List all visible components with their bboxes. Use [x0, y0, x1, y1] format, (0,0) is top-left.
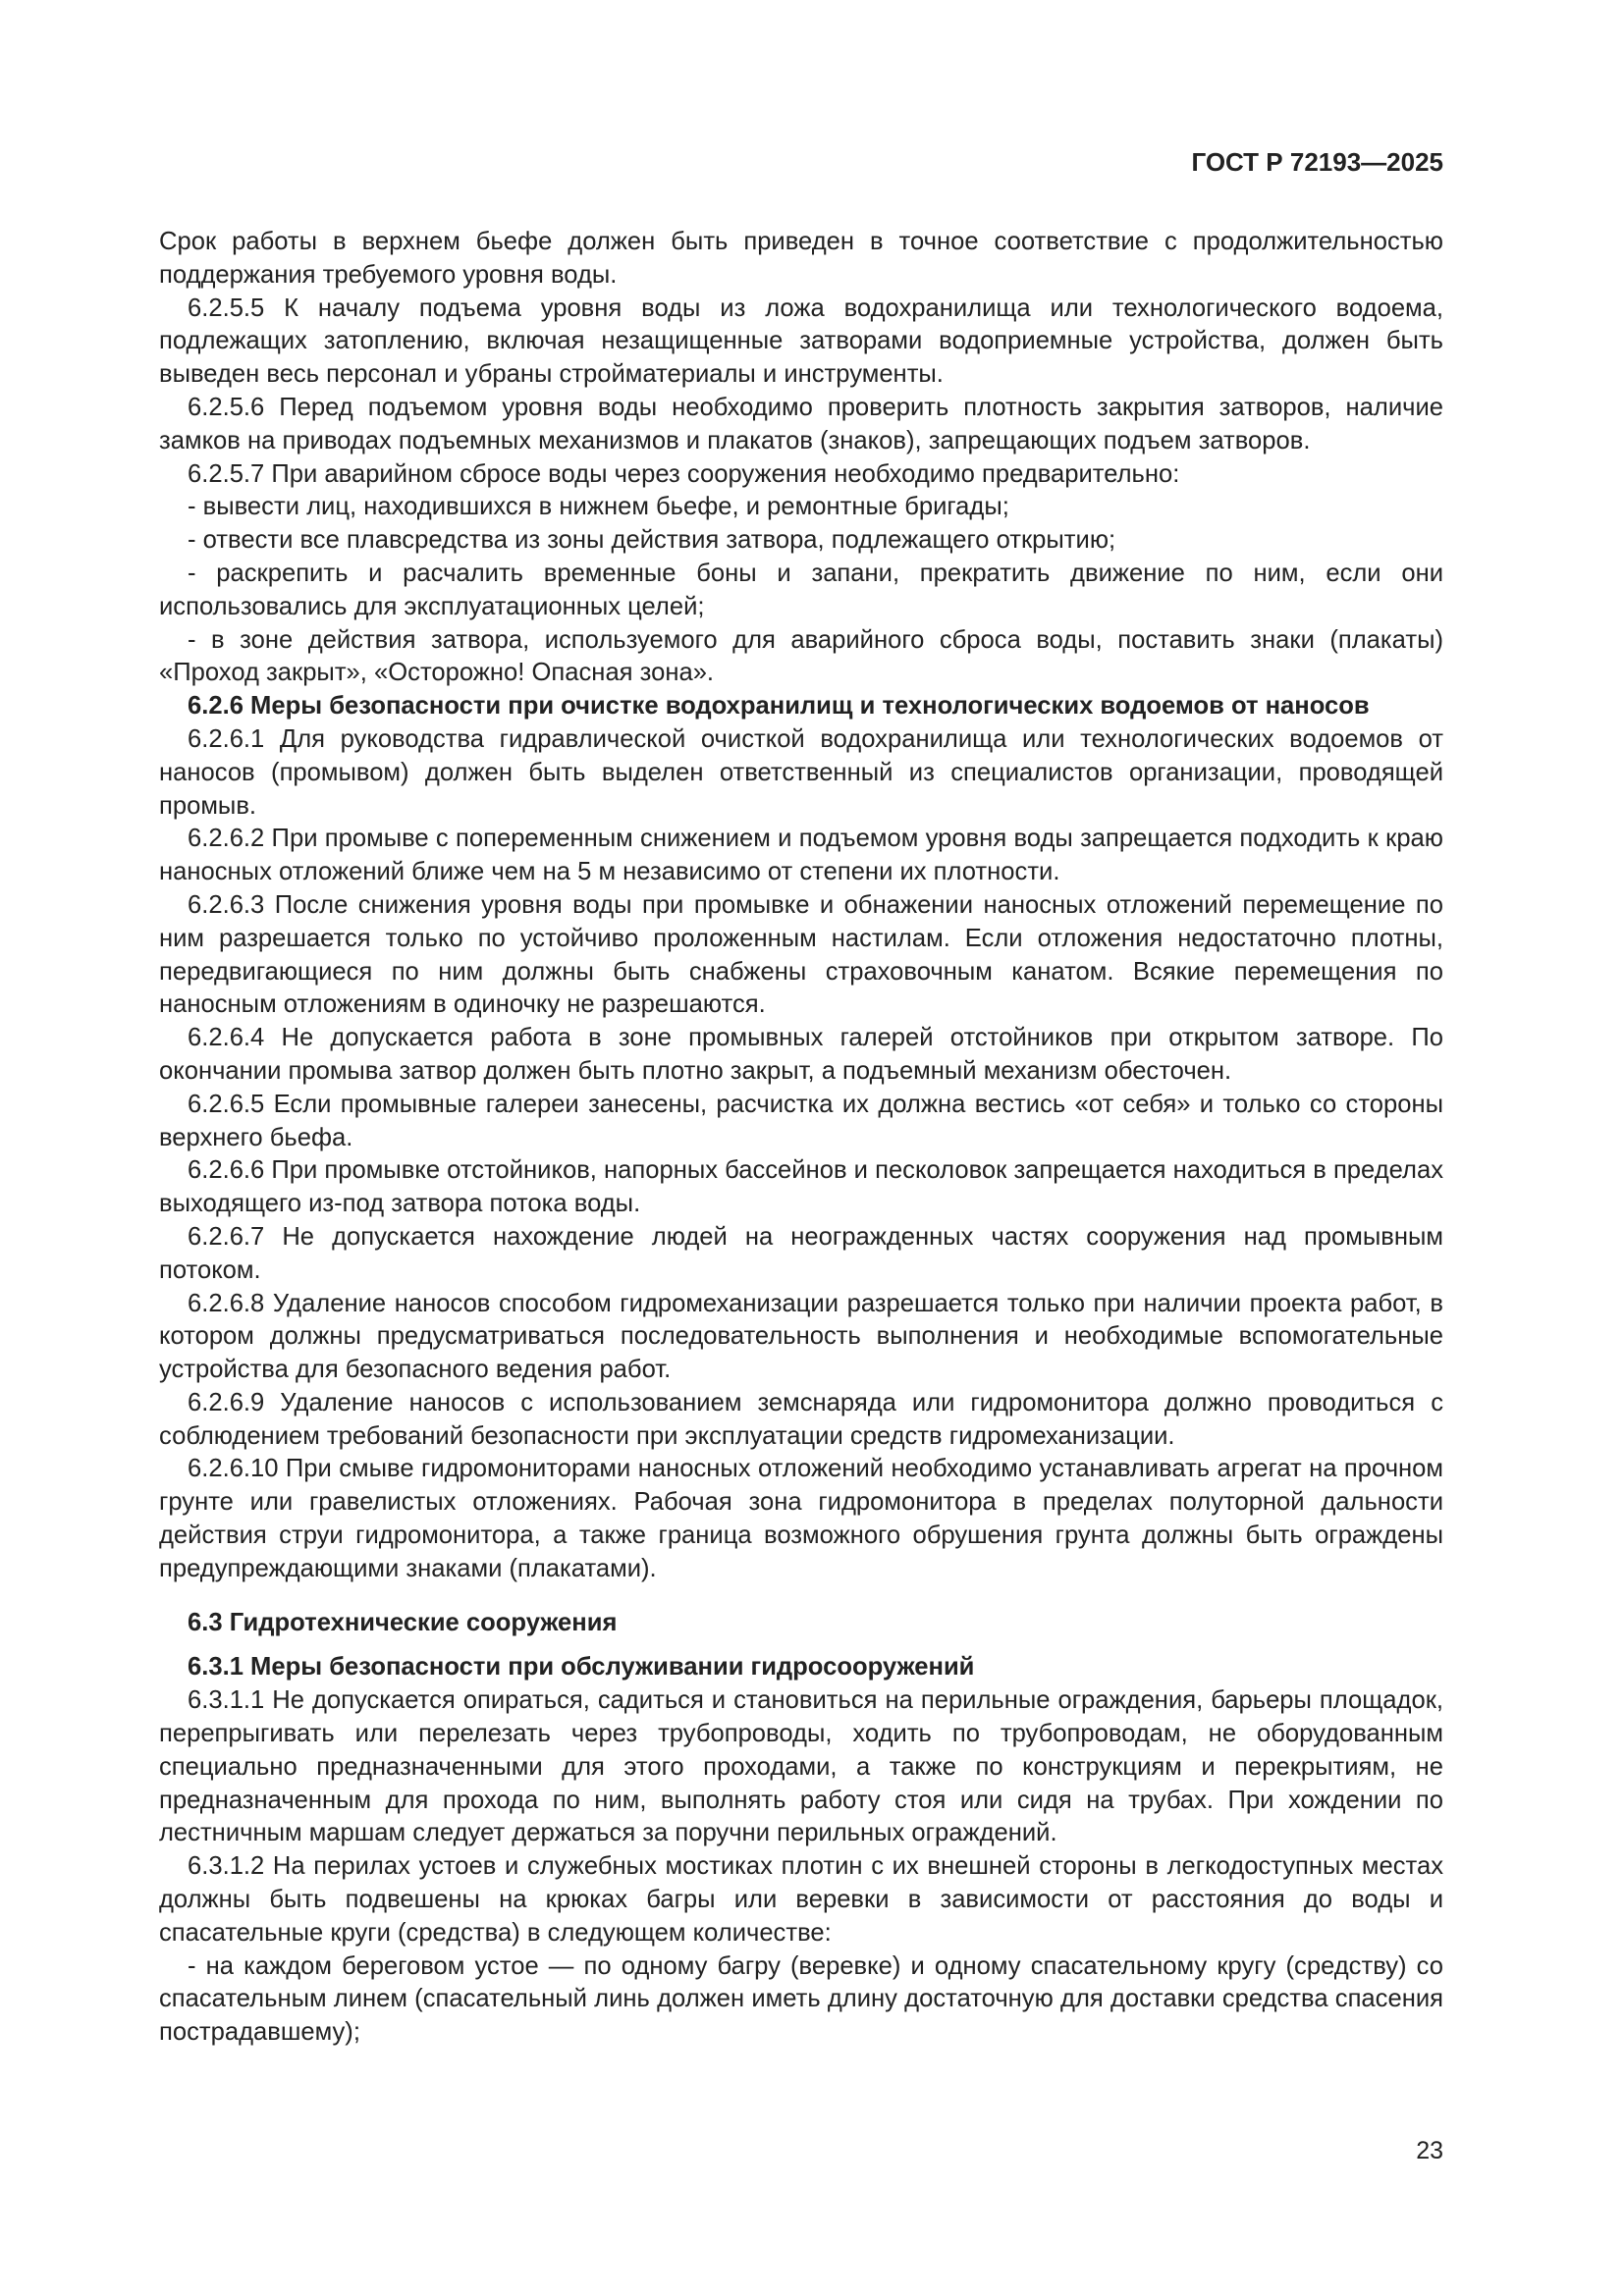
- paragraph: 6.2.5.5 К началу подъема уровня воды из ложа водохранилища или технологического водоема, подлежащих затоплению, включая незащищенные затворами водоприемные устройства, должен быть выведен весь персонал и убраны стройматериалы и инструменты.: [159, 294, 1443, 389]
- list-item: - раскрепить и расчалить временные боны и запани, прекратить движение по ним, если они использовались для эксплуатационных целей;: [159, 559, 1443, 620]
- paragraph: 6.2.6.1 Для руководства гидравлической очисткой водохранилища или технологических водоемов от наносов (промывом) должен быть выделен ответственный из специалистов организации, проводящей промыв.: [159, 724, 1443, 820]
- subsection-heading: 6.3.1 Меры безопасности при обслуживании гидросооружений: [188, 1653, 975, 1682]
- paragraph: Срок работы в верхнем бьефе должен быть приведен в точное соответствие с продолжительностью поддержания требуемого уровня воды.: [159, 228, 1443, 289]
- paragraph: 6.2.6.6 При промывке отстойников, напорных бассейнов и песколовок запрещается находиться в пределах выходящего из-под затвора потока воды.: [159, 1156, 1443, 1218]
- document-body: [159, 226, 1443, 2050]
- list-item: - на каждом береговом устое — по одному багру (веревке) и одному спасательному кругу (средству) со спасательным линем (спасательный линь должен иметь длину достаточную для доставки средства спасения пострадавшему);: [159, 1951, 1443, 2047]
- section-heading: 6.2.6 Меры безопасности при очистке водохранилищ и технологических водоемов от наносов: [188, 692, 1370, 721]
- paragraph: 6.2.6.3 После снижения уровня воды при промывке и обнажении наносных отложений перемещение по ним разрешается только по устойчиво проложенным настилам. Если отложения недостаточно плотны, передвигающиеся по ним должны быть снабжены страховочным канатом. Всякие перемещения по наносным отложениям в одиночку не разрешаются.: [159, 890, 1443, 1019]
- list-item: - отвести все плавсредства из зоны действия затвора, подлежащего открытию;: [188, 526, 1116, 555]
- document-code-header: ГОСТ Р 72193—2025: [1191, 147, 1443, 177]
- paragraph: 6.2.6.8 Удаление наносов способом гидромеханизации разрешается только при наличии проекта работ, в котором должны предусматриваться последовательность выполнения и необходимые вспомогательные устройства для безопасного ведения работ.: [159, 1289, 1443, 1384]
- paragraph: 6.3.1.1 Не допускается опираться, садиться и становиться на перильные ограждения, барьеры площадок, перепрыгивать или перелезать через трубопроводы, ходить по трубопроводам, не оборудованным специально предназначенными для этого проходами, а также по конструкциям и перекрытиям, не предназначенным для прохода по ним, выполнять работу стоя или сидя на трубах. При хождении по лестничным маршам следует держаться за поручни перильных ограждений.: [159, 1686, 1443, 1847]
- paragraph: 6.3.1.2 На перилах устоев и служебных мостиках плотин с их внешней стороны в легкодоступных местах должны быть подвешены на крюках багры или веревки в зависимости от расстояния до воды и спасательные круги (средства) в следующем количестве:: [159, 1852, 1443, 1947]
- paragraph: 6.2.6.5 Если промывные галереи занесены, расчистка их должна вестись «от себя» и только со стороны верхнего бьефа.: [159, 1090, 1443, 1151]
- paragraph: 6.2.6.2 При промыве с попеременным снижением и подъемом уровня воды запрещается подходить к краю наносных отложений ближе чем на 5 м независимо от степени их плотности.: [159, 825, 1443, 886]
- paragraph: 6.2.6.9 Удаление наносов с использованием земснаряда или гидромонитора должно проводиться с соблюдением требований безопасности при эксплуатации средств гидромеханизации.: [159, 1388, 1443, 1450]
- section-heading: 6.3 Гидротехнические сооружения: [188, 1608, 618, 1636]
- paragraph: 6.2.5.6 Перед подъемом уровня воды необходимо проверить плотность закрытия затворов, наличие замков на приводах подъемных механизмов и плакатов (знаков), запрещающих подъем затворов.: [159, 393, 1443, 454]
- paragraph: 6.2.6.4 Не допускается работа в зоне промывных галерей отстойников при открытом затворе. По окончании промыва затвор должен быть плотно закрыт, а подъемный механизм обесточен.: [159, 1024, 1443, 1085]
- list-item: - в зоне действия затвора, используемого для аварийного сброса воды, поставить знаки (плакаты) «Проход закрыт», «Осторожно! Опасная зона».: [159, 625, 1443, 687]
- page-number: 23: [1416, 2137, 1443, 2164]
- paragraph: 6.2.5.7 При аварийном сбросе воды через сооружения необходимо предварительно:: [188, 459, 1180, 488]
- paragraph: 6.2.6.7 Не допускается нахождение людей на неогражденных частях сооружения над промывным потоком.: [159, 1222, 1443, 1284]
- list-item: - вывести лиц, находившихся в нижнем бьефе, и ремонтные бригады;: [188, 493, 1009, 521]
- paragraph: 6.2.6.10 При смыве гидромониторами наносных отложений необходимо устанавливать агрегат на прочном грунте или гравелистых отложениях. Рабочая зона гидромонитора в пределах полуторной дальности действия струи гидромонитора, а также граница возможного обрушения грунта должны быть ограждены предупреждающими знаками (плакатами).: [159, 1455, 1443, 1582]
